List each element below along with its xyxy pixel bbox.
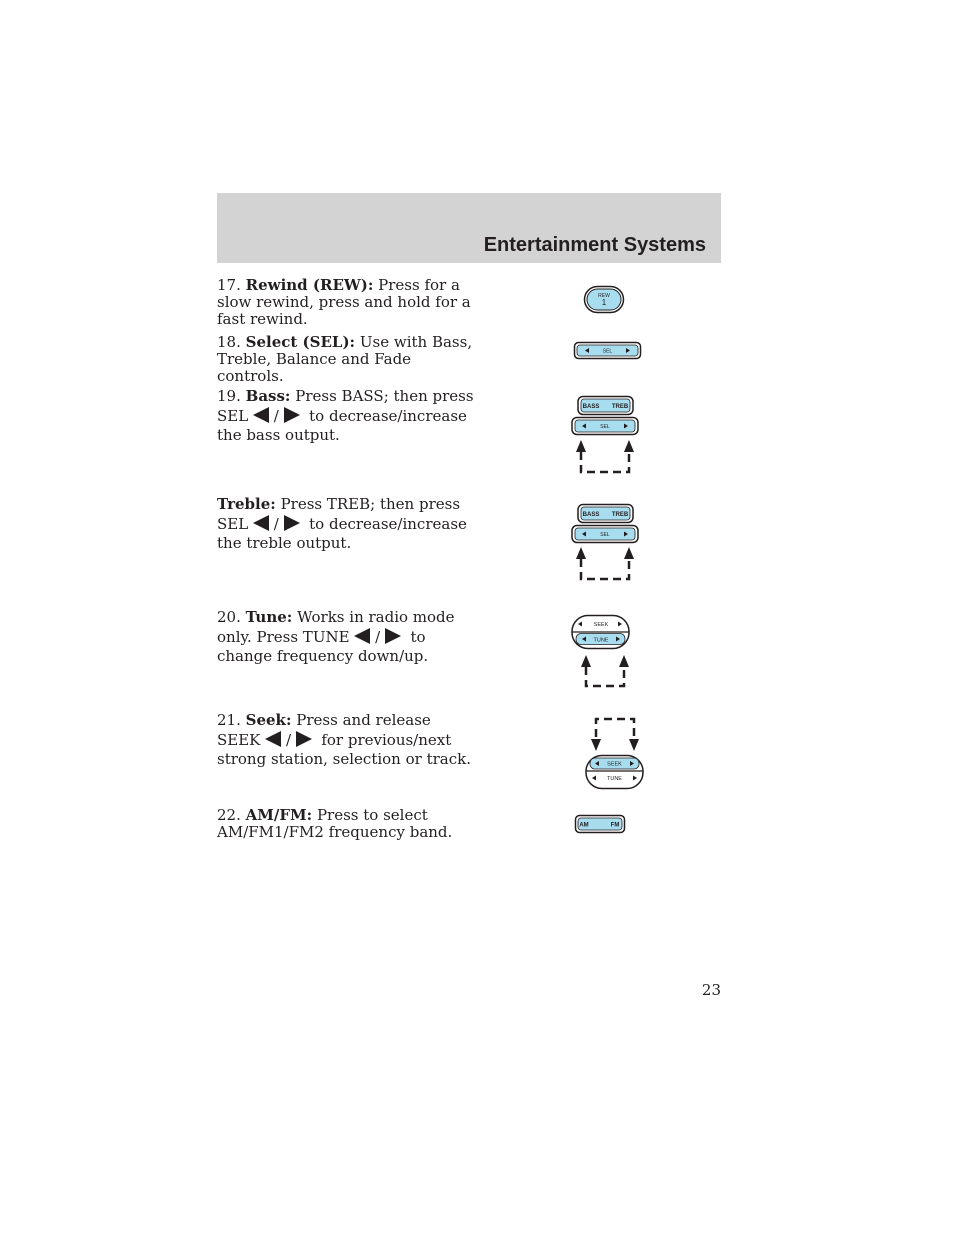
down-arrow-icon	[591, 739, 601, 751]
item-text: to decrease/increase the bass output.	[217, 406, 467, 444]
item-label: Treble:	[217, 495, 276, 513]
item-label: AM/FM:	[245, 806, 313, 824]
tune-label: TUNE	[593, 637, 609, 644]
item-treble	[217, 495, 477, 554]
item-text: Works in radio mode only. Press TUNE	[217, 608, 455, 646]
slash: /	[375, 627, 381, 646]
item-text: to change frequency down/up.	[217, 627, 429, 665]
treb-label: TREB	[611, 512, 629, 518]
item-label: Select (SEL):	[245, 333, 356, 351]
rew-button-illustration	[583, 285, 625, 315]
item-number: 20.	[217, 608, 241, 626]
tune-label: TUNE	[607, 776, 622, 782]
left-triangle-icon	[265, 731, 281, 747]
fm-label: FM	[610, 822, 620, 829]
rew-number: 1	[601, 298, 607, 307]
item-amfm	[217, 807, 477, 841]
item-text: Press to select AM/FM1/FM2 frequency band.	[217, 806, 453, 841]
tune-illustration	[570, 614, 632, 690]
page-number: 23	[701, 981, 721, 999]
item-label: Seek:	[245, 711, 292, 729]
item-text: Press TREB; then press SEL	[217, 495, 461, 533]
item-number: 21.	[217, 711, 241, 729]
item-rewind	[217, 277, 477, 328]
left-triangle-icon	[354, 628, 370, 644]
item-number: 17.	[217, 276, 241, 294]
amfm-button-illustration	[574, 814, 626, 834]
item-number: 18.	[217, 333, 241, 351]
section-title: Entertainment Systems	[483, 234, 706, 256]
treble-illustration	[570, 503, 642, 583]
item-text: to decrease/increase the treble output.	[217, 514, 467, 552]
up-arrow-icon	[576, 547, 586, 559]
down-arrow-icon	[629, 739, 639, 751]
section-header	[217, 193, 721, 263]
right-triangle-icon	[296, 731, 312, 747]
slash: /	[273, 406, 279, 425]
item-number: 19.	[217, 387, 241, 405]
bass-label: BASS	[582, 512, 600, 518]
up-arrow-icon	[576, 440, 586, 452]
item-seek	[217, 711, 477, 770]
slash: /	[285, 730, 292, 749]
seek-label: SEEK	[593, 622, 609, 628]
sel-button-illustration	[573, 341, 642, 361]
sel-label: SEL	[600, 532, 610, 538]
item-text: Press and release SEEK	[217, 711, 431, 749]
sel-label: SEL	[602, 348, 613, 355]
up-arrow-icon	[581, 655, 591, 667]
item-text: Use with Bass, Treble, Balance and Fade controls.	[217, 333, 473, 385]
item-text: Press for a slow rewind, press and hold for a fast rewind.	[217, 276, 471, 328]
am-label: AM	[579, 822, 589, 829]
rew-label: REW	[598, 293, 610, 299]
item-number: 22.	[217, 806, 241, 824]
slash: /	[273, 514, 279, 533]
bass-illustration	[570, 395, 642, 475]
up-arrow-icon	[624, 440, 634, 452]
up-arrow-icon	[619, 655, 629, 667]
item-text: for previous/next strong station, selection or track.	[217, 730, 471, 768]
item-bass	[217, 387, 477, 446]
seek-label: SEEK	[607, 761, 622, 768]
item-text: Press BASS; then press SEL	[217, 387, 474, 425]
right-triangle-icon	[385, 628, 401, 644]
item-label: Rewind (REW):	[245, 276, 374, 294]
right-triangle-icon	[284, 515, 300, 531]
sel-label: SEL	[600, 424, 610, 430]
item-label: Bass:	[245, 387, 291, 405]
up-arrow-icon	[624, 547, 634, 559]
item-tune	[217, 608, 477, 667]
treb-label: TREB	[611, 404, 629, 410]
right-triangle-icon	[284, 407, 300, 423]
left-triangle-icon	[253, 407, 269, 423]
left-triangle-icon	[253, 515, 269, 531]
item-select	[217, 334, 477, 385]
item-label: Tune:	[245, 608, 293, 626]
bass-label: BASS	[582, 404, 600, 410]
seek-illustration	[583, 717, 645, 791]
